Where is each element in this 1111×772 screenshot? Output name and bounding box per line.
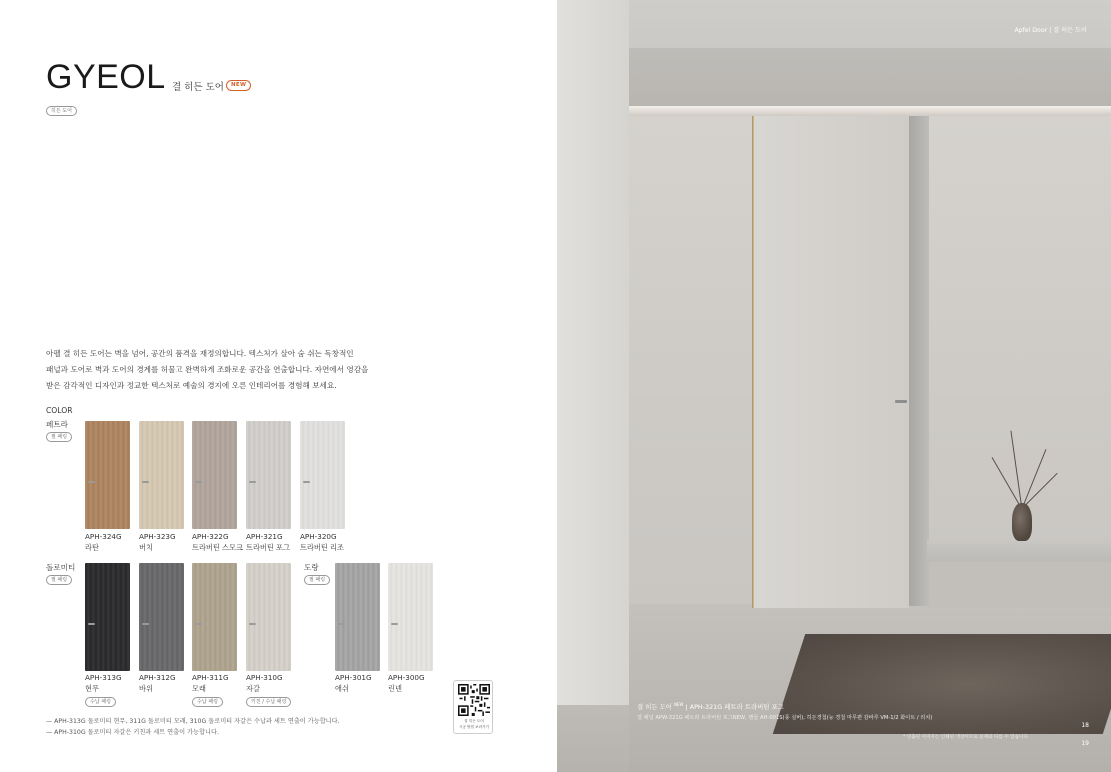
swatch-code: APH-310G (246, 673, 283, 682)
swatch-code: APH-301G (335, 673, 372, 682)
handle-icon (195, 623, 202, 625)
description (46, 346, 386, 394)
handle-icon (88, 481, 95, 483)
color-swatch[interactable] (85, 563, 130, 671)
description-line: 아펠 결 히든 도어는 벽을 넘어, 공간의 품격을 재정의합니다. 텍스처가 살아 숨 쉬는 독창적인 (46, 349, 354, 358)
new-badge: NEW (226, 80, 251, 91)
handle-icon (338, 623, 345, 625)
cove-light (627, 106, 1111, 116)
qr-caption: 시공 방법 보러가기 (458, 725, 490, 729)
color-swatch[interactable] (246, 421, 291, 529)
swatch-name: 라탄 (85, 543, 99, 552)
color-swatch[interactable] (192, 421, 237, 529)
ceiling-recess (627, 48, 1111, 112)
swatch-name: 린넨 (388, 684, 402, 693)
group-name-dolomiti: 돌로미티 (46, 563, 76, 572)
swatch-code: APH-311G (192, 673, 229, 682)
footnote: — APH-313G 돌로미티 현무, 311G 돌로미티 모래, 310G 돌로미티 자갈은 수납과 세트 연출이 가능합니다. (46, 718, 340, 725)
category-pill: 히든 도어 (46, 106, 77, 116)
shelf-base (929, 562, 1111, 608)
vase (1012, 503, 1032, 541)
swatch-code: APH-321G (246, 532, 283, 541)
qr-caption: 결 히든 도어 (464, 719, 484, 723)
swatch-code: APH-324G (85, 532, 122, 541)
color-swatch[interactable] (388, 563, 433, 671)
handle-icon (249, 481, 256, 483)
swatch-tag: 수납 패링 (192, 697, 223, 707)
page-title: GYEOL (46, 58, 166, 96)
group-name-dorang: 도랑 (304, 563, 319, 572)
photo-caption-title (637, 702, 784, 711)
color-heading: COLOR (46, 406, 73, 415)
footnote: — APH-310G 돌로미티 자갈은 키친과 세트 연출이 가능합니다. (46, 729, 219, 736)
page-number-left: 18 (1081, 722, 1089, 729)
swatch-name: 버치 (139, 543, 153, 552)
caption-new: NEW (673, 702, 684, 707)
caption-title: 결 히든 도어 (637, 703, 672, 712)
color-swatch[interactable] (246, 563, 291, 671)
caption-product: | APH-321G 페트라 트라버틴 포그 (685, 703, 784, 712)
color-swatch[interactable] (85, 421, 130, 529)
swatch-name: 자갈 (246, 684, 260, 693)
group-pill-dolomiti: 필 패링 (46, 575, 72, 585)
photo-note: * 연출된 이미지는 인쇄된 색상이므로 실제와 다를 수 있습니다. (903, 735, 1030, 740)
qr-code-box[interactable] (453, 680, 493, 734)
page-number-right: 19 (1081, 740, 1089, 747)
handle-icon (142, 481, 149, 483)
handle-icon (391, 623, 398, 625)
color-swatch[interactable] (139, 421, 184, 529)
swatch-tag: 수납 패링 (85, 697, 116, 707)
color-swatch[interactable] (139, 563, 184, 671)
page-subtitle: 결 히든 도어 (172, 82, 224, 93)
swatch-code: APH-313G (85, 673, 122, 682)
group-name-petra: 페트라 (46, 420, 69, 429)
handle-icon (303, 481, 310, 483)
swatch-code: APH-322G (192, 532, 229, 541)
swatch-name: 현무 (85, 684, 99, 693)
left-wall (557, 0, 629, 705)
description-line: 받은 감각적인 디자인과 정교한 텍스처로 예술의 경지에 오른 인테리어를 경험해 보세요. (46, 381, 337, 390)
swatch-name: 트라버틴 스모크 (192, 543, 243, 552)
description-line: 패널과 도어로 벽과 도어의 경계를 허물고 완벽하게 조화로운 공간을 연출합니다. 자연에서 영감을 (46, 365, 369, 374)
color-swatch[interactable] (300, 421, 345, 529)
swatch-name: 바위 (139, 684, 153, 693)
door-handle-icon (895, 400, 907, 403)
handle-icon (142, 623, 149, 625)
swatch-name: 모래 (192, 684, 206, 693)
swatch-name: 트라버틴 리조 (300, 543, 344, 552)
door-opening (909, 116, 929, 606)
group-pill-petra: 필 패링 (46, 432, 72, 442)
photo-caption-detail: 결 패널 APW-321G 페트라 트라버틴 포그NEW, 핸들 AH-001S(풍 실버), 히든경첩(능 경첩 마무편 감바루 VM-1/2 화이트 / 리치) (637, 715, 933, 721)
swatch-name: 애쉬 (335, 684, 349, 693)
color-swatch[interactable] (192, 563, 237, 671)
hidden-door (754, 116, 909, 608)
group-pill-dorang: 필 패링 (304, 575, 330, 585)
swatch-code: APH-323G (139, 532, 176, 541)
handle-icon (249, 623, 256, 625)
color-swatch[interactable] (335, 563, 380, 671)
qr-code-icon (458, 684, 490, 716)
swatch-code: APH-300G (388, 673, 425, 682)
shelf (927, 540, 1111, 562)
swatch-tag: 키친 / 수납 패링 (246, 697, 291, 707)
swatch-name: 트라버틴 포그 (246, 543, 290, 552)
interior-photo (557, 0, 1111, 772)
page-header: Apfel Door | 결 히든 도어 (1014, 27, 1087, 34)
swatch-code: APH-312G (139, 673, 176, 682)
swatch-code: APH-320G (300, 532, 337, 541)
handle-icon (88, 623, 95, 625)
handle-icon (195, 481, 202, 483)
